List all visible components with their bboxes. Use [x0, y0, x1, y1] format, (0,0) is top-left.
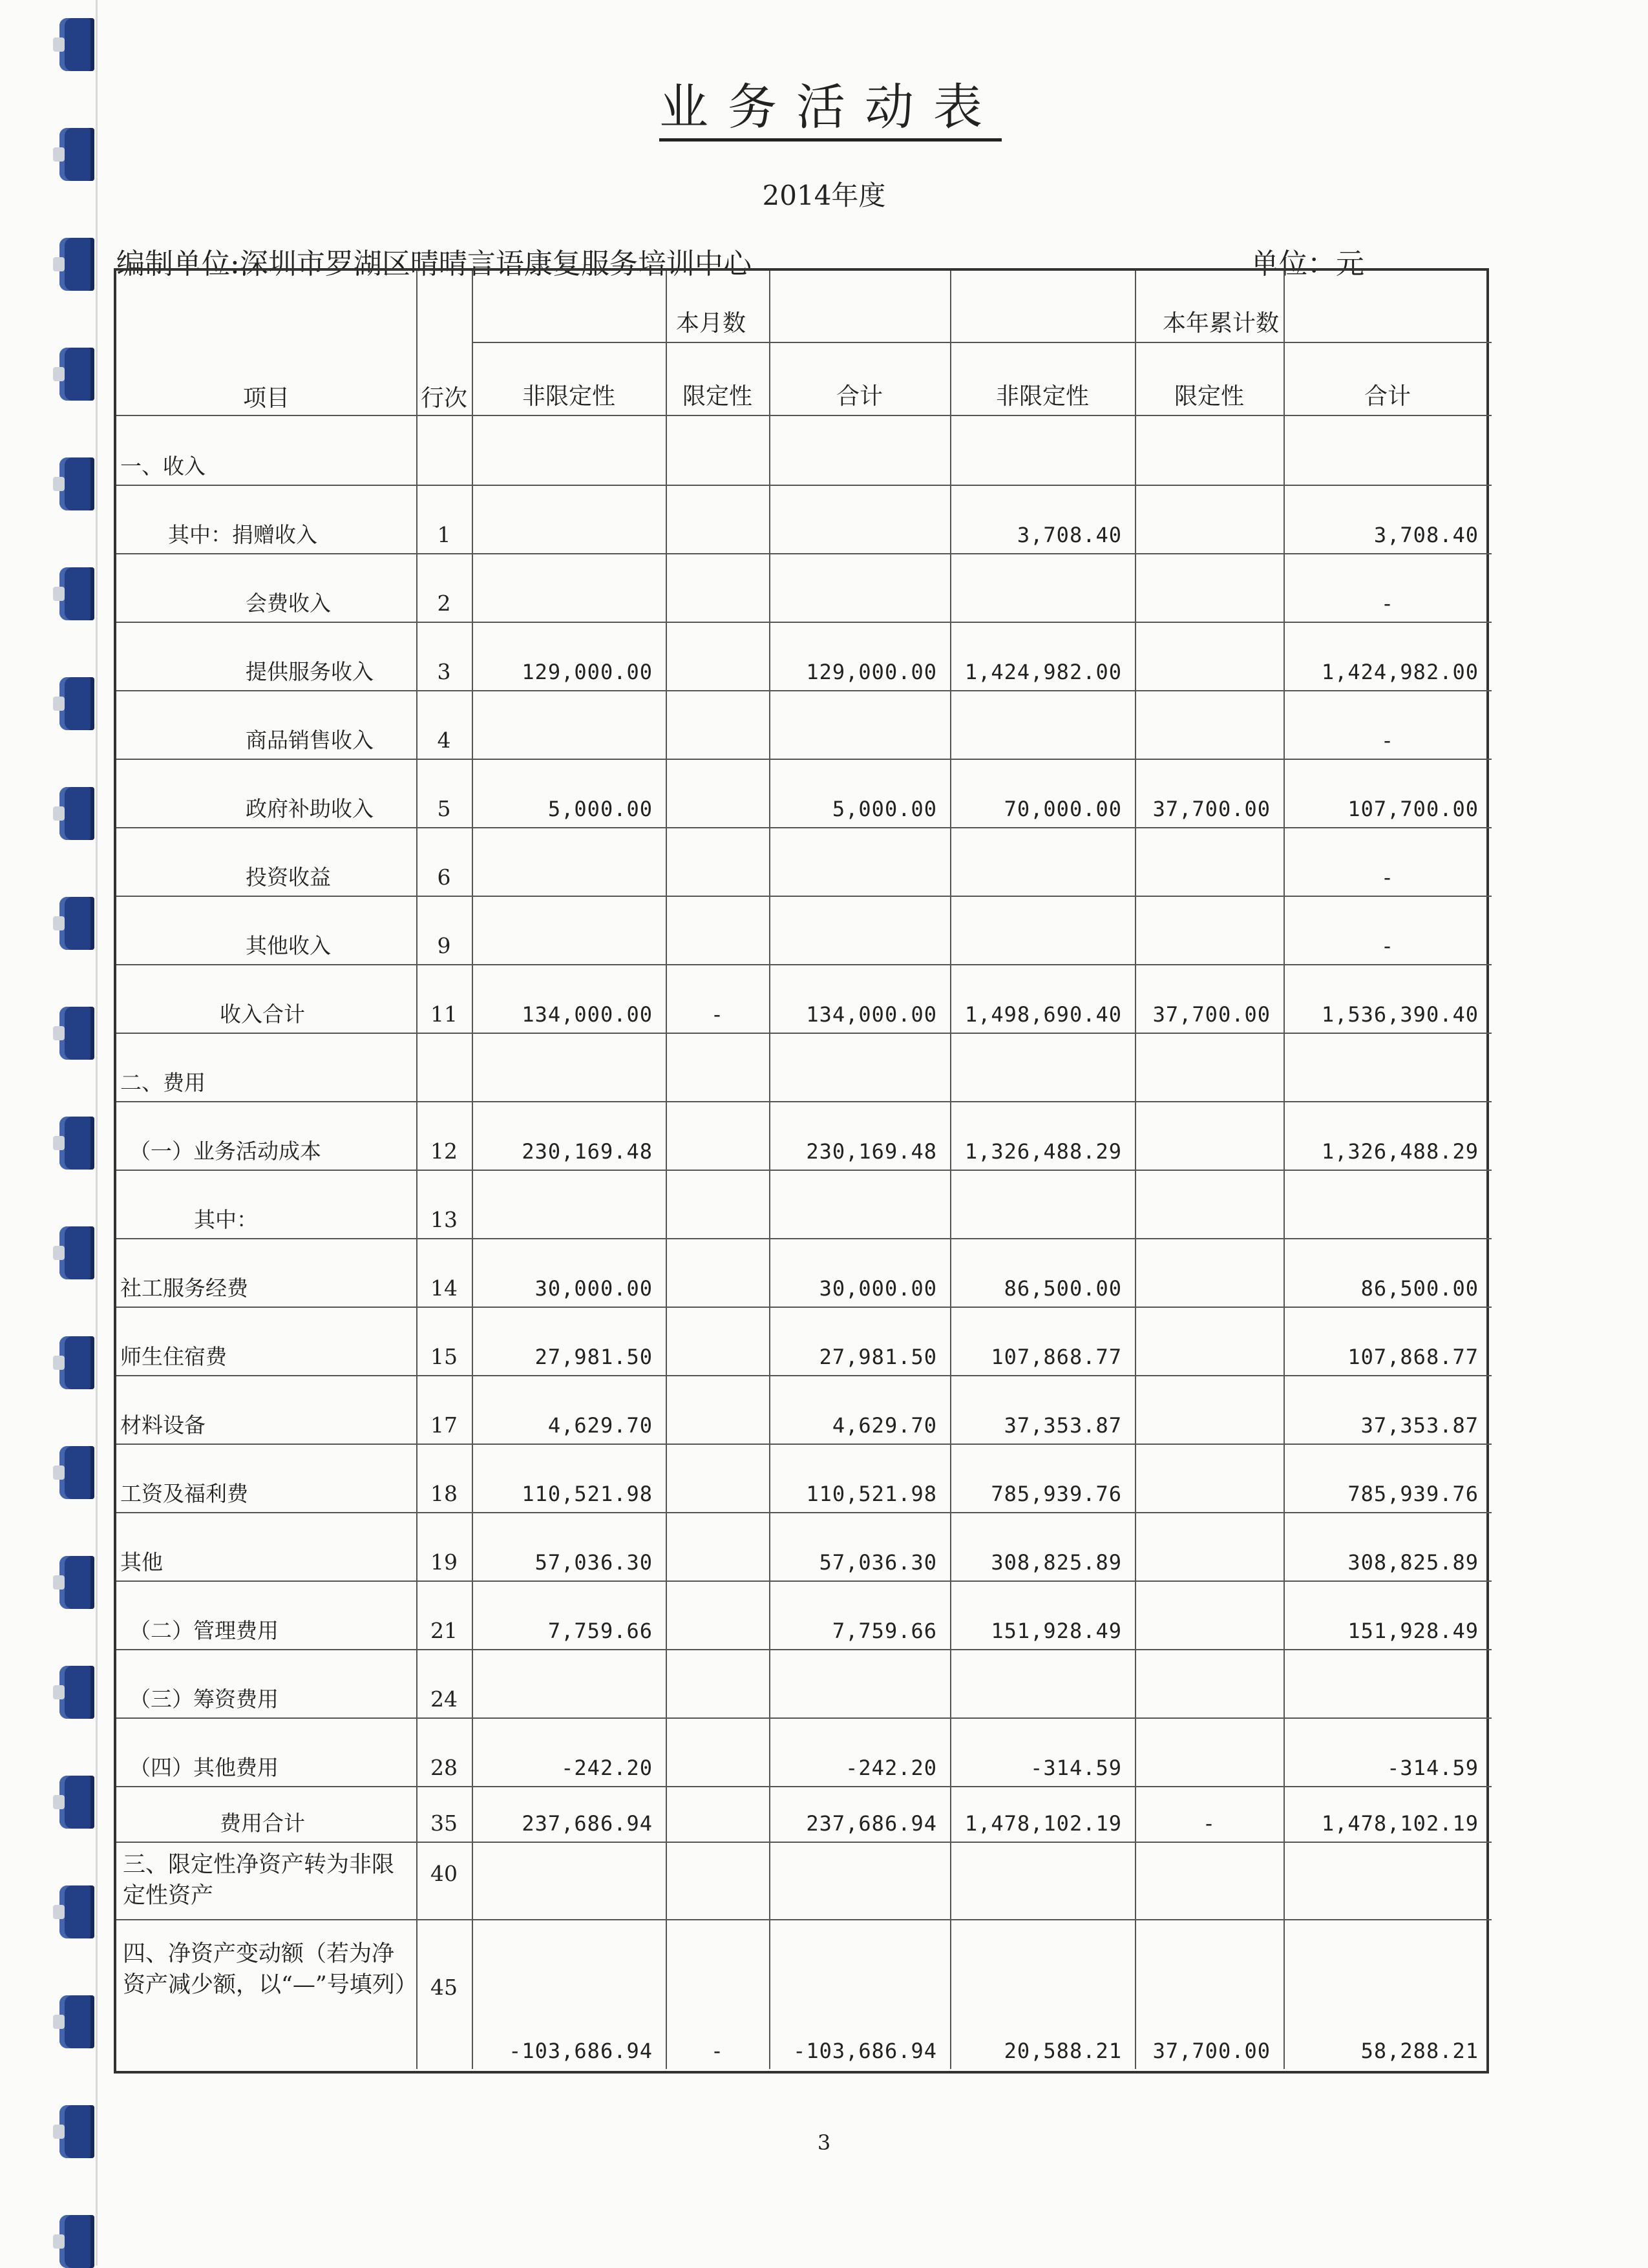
header-item: 项目: [242, 385, 290, 412]
cell-year-restricted: 37,700.00: [1152, 1002, 1271, 1027]
cell-month-total: 27,981.50: [819, 1345, 937, 1369]
cell-year-unrestricted: 3,708.40: [1017, 523, 1122, 547]
cell-month-unrestricted: 4,629.70: [547, 1413, 653, 1438]
cell-year-total: 785,939.76: [1347, 1482, 1479, 1506]
cell-year-unrestricted: 107,868.77: [991, 1345, 1122, 1369]
cell-year-total: 1,424,982.00: [1321, 660, 1479, 684]
cell-year-restricted: 37,700.00: [1152, 2039, 1271, 2063]
row-number: 12: [430, 1139, 458, 1164]
cell-month-total: 57,036.30: [819, 1550, 937, 1575]
binding-ring-icon: [59, 457, 94, 510]
cell-year-total: 1,536,390.40: [1321, 1002, 1479, 1027]
cell-month-total: 110,521.98: [806, 1482, 937, 1506]
unit-label: 单位：元: [1251, 247, 1364, 280]
cell-year-unrestricted: 1,326,488.29: [964, 1139, 1122, 1164]
cell-month-unrestricted: 230,169.48: [522, 1139, 653, 1164]
row-label: 会费收入: [246, 591, 331, 616]
row-label: （三）筹资费用: [129, 1686, 279, 1712]
row-divider: [116, 622, 1492, 623]
cell-year-total: -: [1380, 728, 1395, 753]
row-number: 18: [430, 1481, 458, 1506]
row-divider: [116, 1649, 1492, 1650]
cell-year-unrestricted: 37,353.87: [1004, 1413, 1122, 1438]
row-divider: [116, 553, 1492, 554]
row-label: 一、收入: [120, 454, 206, 479]
row-number: 13: [430, 1207, 458, 1232]
cell-month-total: 129,000.00: [806, 660, 937, 684]
cell-year-unrestricted: -314.59: [1030, 1756, 1122, 1780]
row-divider: [116, 1842, 1492, 1843]
row-label: 三、限定性净资产转为非限定性资产: [123, 1852, 395, 1909]
binding-ring-icon: [59, 1117, 94, 1170]
cell-month-total: 7,759.66: [832, 1619, 937, 1643]
header-row-no: 行次: [420, 385, 467, 412]
binding-ring-icon: [59, 1226, 94, 1279]
binding-ring-icon: [59, 897, 94, 950]
row-label: 材料设备: [120, 1412, 206, 1438]
binding-ring-icon: [59, 1446, 94, 1499]
row-label: 工资及福利费: [120, 1481, 248, 1506]
cell-month-total: 237,686.94: [806, 1811, 937, 1836]
cell-year-unrestricted: 151,928.49: [991, 1619, 1122, 1643]
binding-ring-icon: [59, 1007, 94, 1060]
row-divider: [116, 1580, 1492, 1582]
row-number: 4: [437, 728, 451, 753]
header-month-restricted: 限定性: [682, 383, 752, 410]
header-month-unrestricted: 非限定性: [522, 383, 615, 410]
row-label: 其中：捐赠收入: [168, 522, 317, 547]
row-number: 19: [430, 1549, 458, 1575]
cell-year-total: -: [1380, 591, 1395, 616]
row-number: 28: [430, 1755, 458, 1780]
binding-ring-icon: [59, 18, 94, 71]
row-label: 四、净资产变动额（若为净资产减少额，以“—”号填列）: [123, 1941, 417, 1998]
cell-month-unrestricted: 27,981.50: [534, 1345, 653, 1369]
row-label: 提供服务收入: [246, 659, 374, 684]
cell-month-unrestricted: 5,000.00: [547, 797, 653, 821]
activity-table: [114, 268, 1489, 2074]
cell-month-unrestricted: 134,000.00: [522, 1002, 653, 1027]
binding-ring-icon: [59, 567, 94, 620]
row-number: 6: [437, 865, 451, 890]
row-label: （一）业务活动成本: [129, 1139, 321, 1164]
report-title: [0, 68, 1648, 138]
cell-year-total: 308,825.89: [1347, 1550, 1479, 1575]
cell-year-total: 107,700.00: [1347, 797, 1479, 821]
cell-year-total: -: [1380, 865, 1395, 890]
cell-month-total: -242.20: [845, 1756, 937, 1780]
header-year-restricted: 限定性: [1174, 383, 1244, 410]
cell-year-total: 86,500.00: [1360, 1276, 1479, 1301]
header-month-total: 合计: [836, 383, 883, 410]
header-group-divider: [472, 342, 1492, 343]
row-number: 24: [430, 1686, 458, 1712]
header-month-group: 本月数: [675, 310, 746, 337]
row-divider: [116, 827, 1492, 828]
binding-ring-icon: [59, 1336, 94, 1389]
row-divider: [116, 1444, 1492, 1445]
cell-year-unrestricted: 86,500.00: [1004, 1276, 1122, 1301]
cell-year-unrestricted: 1,498,690.40: [964, 1002, 1122, 1027]
cell-month-total: 134,000.00: [806, 1002, 937, 1027]
row-number: 2: [437, 591, 451, 616]
cell-year-total: -: [1380, 934, 1395, 958]
header-year-unrestricted: 非限定性: [995, 383, 1089, 410]
report-year: 2014年度: [762, 180, 886, 211]
row-number: 21: [430, 1618, 458, 1643]
row-label: 社工服务经费: [120, 1276, 248, 1301]
row-divider: [116, 964, 1492, 965]
row-divider: [116, 1307, 1492, 1308]
row-number: 17: [430, 1412, 458, 1438]
cell-month-unrestricted: 57,036.30: [534, 1550, 653, 1575]
cell-month-unrestricted: 30,000.00: [534, 1276, 653, 1301]
row-label: 收入合计: [220, 1002, 305, 1027]
cell-month-unrestricted: 237,686.94: [522, 1811, 653, 1836]
cell-year-total: 151,928.49: [1347, 1619, 1479, 1643]
cell-year-total: -314.59: [1387, 1756, 1479, 1780]
cell-month-total: 30,000.00: [819, 1276, 937, 1301]
cell-year-total: 37,353.87: [1360, 1413, 1479, 1438]
row-label: （二）管理费用: [129, 1618, 279, 1643]
header-year-group: 本年累计数: [1162, 310, 1279, 337]
row-divider: [116, 690, 1492, 691]
row-number: 9: [437, 933, 451, 958]
binding-ring-icon: [59, 787, 94, 840]
binding-ring-icon: [59, 1776, 94, 1829]
org-label: 编制单位:深圳市罗湖区晴晴言语康复服务培训中心: [116, 247, 752, 280]
binding-rings: [0, 0, 97, 2265]
report-title-text: 业务活动表: [659, 78, 1002, 142]
row-divider: [116, 1033, 1492, 1034]
row-label: 其他: [120, 1549, 163, 1575]
row-label: 政府补助收入: [246, 796, 374, 821]
row-label: （四）其他费用: [129, 1755, 279, 1780]
binding-ring-icon: [59, 1666, 94, 1719]
cell-year-total: 1,326,488.29: [1321, 1139, 1479, 1164]
row-divider: [116, 485, 1492, 486]
row-divider: [116, 1170, 1492, 1171]
binding-ring-icon: [59, 1556, 94, 1609]
row-number: 14: [430, 1276, 458, 1301]
row-divider: [116, 896, 1492, 897]
row-number: 1: [437, 522, 451, 547]
row-label: 投资收益: [246, 865, 331, 890]
binding-ring-icon: [59, 2215, 94, 2268]
row-number: 45: [430, 1975, 458, 2000]
row-number: 5: [437, 796, 451, 821]
binding-ring-icon: [59, 677, 94, 730]
cell-year-unrestricted: 785,939.76: [991, 1482, 1122, 1506]
row-divider: [116, 1101, 1492, 1102]
row-label: 二、费用: [120, 1070, 206, 1095]
page-edge: [96, 0, 98, 2265]
row-divider: [116, 1786, 1492, 1787]
cell-month-restricted: -: [710, 1002, 724, 1027]
cell-month-unrestricted: 7,759.66: [547, 1619, 653, 1643]
cell-month-total: 4,629.70: [832, 1413, 937, 1438]
cell-year-unrestricted: 308,825.89: [991, 1550, 1122, 1575]
row-divider: [116, 1238, 1492, 1239]
binding-ring-icon: [59, 1885, 94, 1938]
row-label: 师生住宿费: [120, 1344, 227, 1369]
header-bottom-line: [116, 415, 1492, 416]
row-divider: [116, 759, 1492, 760]
cell-year-restricted: -: [1202, 1811, 1216, 1836]
cell-year-unrestricted: 70,000.00: [1004, 797, 1122, 821]
binding-ring-icon: [59, 1995, 94, 2048]
cell-month-unrestricted: -103,686.94: [509, 2039, 653, 2063]
row-divider: [116, 1717, 1492, 1719]
page-number: 3: [817, 2130, 831, 2155]
cell-year-total: 3,708.40: [1373, 523, 1479, 547]
row-divider: [116, 1919, 1492, 1920]
cell-month-total: 5,000.00: [832, 797, 937, 821]
cell-year-total: 1,478,102.19: [1321, 1811, 1479, 1836]
binding-ring-icon: [59, 348, 94, 401]
row-label: 费用合计: [220, 1811, 305, 1836]
header-year-total: 合计: [1364, 383, 1411, 410]
cell-year-restricted: 37,700.00: [1152, 797, 1271, 821]
row-number: 3: [437, 659, 451, 684]
row-divider: [116, 1512, 1492, 1513]
cell-month-unrestricted: 110,521.98: [522, 1482, 653, 1506]
cell-year-unrestricted: 20,588.21: [1004, 2039, 1122, 2063]
cell-year-unrestricted: 1,424,982.00: [964, 660, 1122, 684]
row-divider: [116, 1375, 1492, 1376]
row-label: 其他收入: [246, 933, 331, 958]
row-label: 商品销售收入: [246, 728, 374, 753]
cell-year-unrestricted: 1,478,102.19: [964, 1811, 1122, 1836]
row-number: 35: [430, 1811, 458, 1836]
cell-month-total: -103,686.94: [793, 2039, 937, 2063]
cell-month-restricted: -: [710, 2039, 724, 2063]
row-label: 其中：: [194, 1207, 258, 1232]
cell-month-unrestricted: -242.20: [561, 1756, 653, 1780]
row-number: 11: [430, 1002, 458, 1027]
binding-ring-icon: [59, 238, 94, 291]
cell-year-total: 58,288.21: [1360, 2039, 1479, 2063]
row-number: 40: [430, 1861, 458, 1886]
cell-month-unrestricted: 129,000.00: [522, 660, 653, 684]
cell-year-total: 107,868.77: [1347, 1345, 1479, 1369]
row-number: 15: [430, 1344, 458, 1369]
cell-month-total: 230,169.48: [806, 1139, 937, 1164]
